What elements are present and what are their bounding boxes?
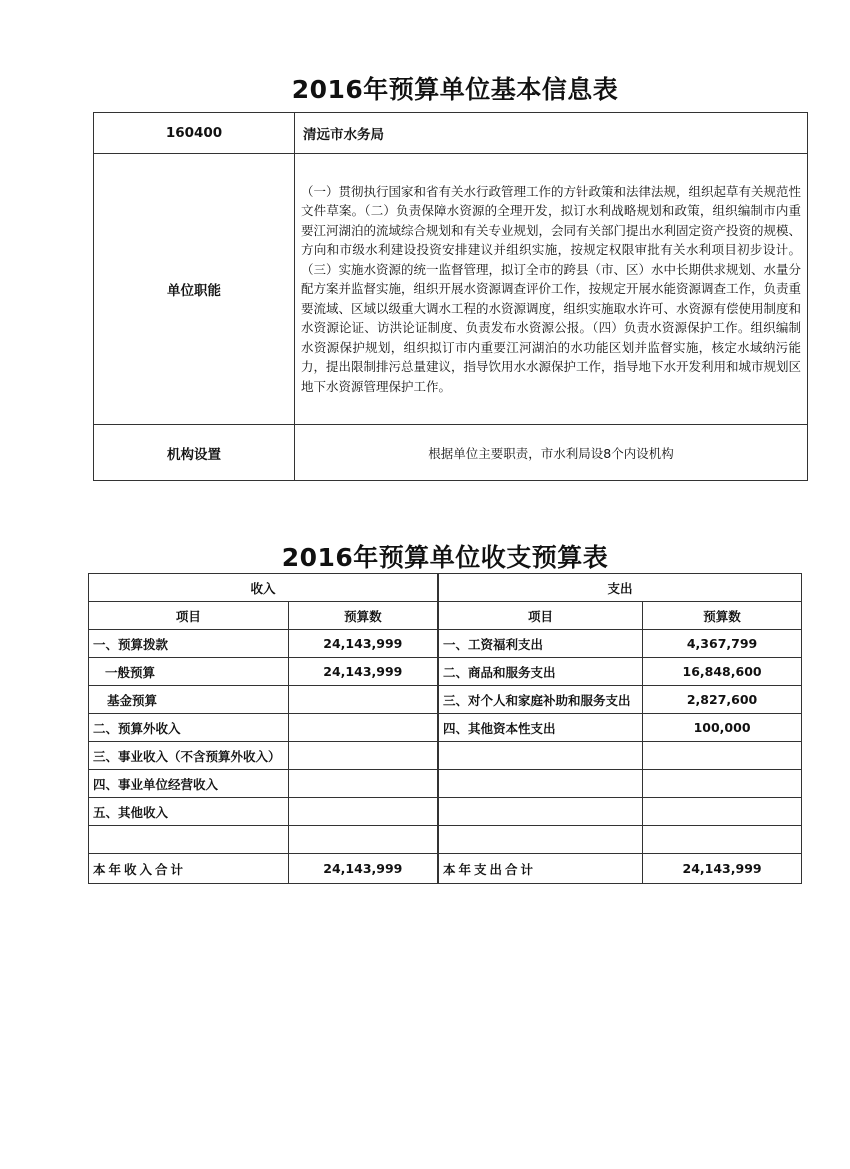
income-item: 一、预算拨款	[89, 630, 289, 658]
table-row	[89, 742, 802, 770]
income-amount-col: 预算数	[288, 602, 438, 630]
income-item: 基金预算	[89, 686, 289, 714]
income-amount: 24,143,999	[288, 658, 438, 686]
expense-item	[438, 826, 643, 854]
income-header: 收入	[89, 574, 439, 602]
table-row	[89, 826, 802, 854]
expense-item: 一、工资福利支出	[438, 630, 643, 658]
expense-header: 支出	[438, 574, 802, 602]
income-amount: 24,143,999	[288, 630, 438, 658]
income-amount	[288, 742, 438, 770]
expense-amount	[643, 798, 802, 826]
expense-item	[438, 770, 643, 798]
expense-amount	[643, 770, 802, 798]
expense-amount-col: 预算数	[643, 602, 802, 630]
table-row	[89, 630, 802, 658]
budget-table	[88, 573, 802, 884]
income-item: 二、预算外收入	[89, 714, 289, 742]
income-item: 一般预算	[89, 658, 289, 686]
table-row	[89, 714, 802, 742]
expense-item: 三、对个人和家庭补助和服务支出	[438, 686, 643, 714]
expense-item	[438, 798, 643, 826]
expense-amount: 100,000	[643, 714, 802, 742]
table-row	[89, 798, 802, 826]
duties-text: （一）贯彻执行国家和省有关水行政管理工作的方针政策和法律法规，组织起草有关规范性文件草案。（二）负责保障水资源的全理开发，拟订水利战略规划和政策，组织编制市内重要江河湖泊的流域综合规划和有关专业规划，会同有关部门提出水利固定资产投资的规模、方向和市级水利建设投资安排建议并组织实施，按规定权限审批有关水利项目初步设计。（三）实施水资源的统一监督管理，拟订全市的跨县（市、区）水中长期供求规划、水量分配方案并监督实施，组织开展水资源调查评价工作，按规定开展水能资源调查工作，负责重要流域、区域以级重大调水工程的水资源调度，组织实施取水许可、水资源有偿使用制度和水资源论证、访洪论证制度、负责发布水资源公报。（四）负责水资源保护工作。组织编制水资源保护规划，组织拟订市内重要江河湖泊的水功能区划并监督实施，核定水域纳污能力，提出限制排污总量建议，指导饮用水水源保护工作，指导地下水开发利用和城市规划区地下水资源管理保护工作。	[295, 154, 808, 425]
income-amount	[288, 798, 438, 826]
expense-item	[438, 742, 643, 770]
income-amount	[288, 714, 438, 742]
income-total: 24,143,999	[288, 854, 438, 884]
expense-total-label: 本年支出合计	[438, 854, 643, 884]
expense-item: 四、其他资本性支出	[438, 714, 643, 742]
basic-info-table	[93, 112, 808, 481]
income-item-col: 项目	[89, 602, 289, 630]
unit-name: 清远市水务局	[295, 113, 808, 154]
income-amount	[288, 826, 438, 854]
total-row	[89, 854, 802, 884]
duties-label: 单位职能	[94, 154, 295, 425]
table-row	[89, 658, 802, 686]
expense-amount: 2,827,600	[643, 686, 802, 714]
income-item: 五、其他收入	[89, 798, 289, 826]
expense-item-col: 项目	[438, 602, 643, 630]
expense-amount	[643, 826, 802, 854]
info-table-title: 2016年预算单位基本信息表	[291, 75, 619, 104]
income-item: 四、事业单位经营收入	[89, 770, 289, 798]
expense-amount: 4,367,799	[643, 630, 802, 658]
income-amount	[288, 770, 438, 798]
income-item: 三、事业收入（不含预算外收入）	[89, 742, 289, 770]
expense-item: 二、商品和服务支出	[438, 658, 643, 686]
budget-table-title: 2016年预算单位收支预算表	[281, 543, 609, 572]
expense-amount	[643, 742, 802, 770]
income-item	[89, 826, 289, 854]
unit-code: 160400	[94, 113, 295, 154]
table-row	[89, 770, 802, 798]
expense-total: 24,143,999	[643, 854, 802, 884]
org-label: 机构设置	[94, 425, 295, 481]
table-row	[89, 686, 802, 714]
expense-amount: 16,848,600	[643, 658, 802, 686]
org-text: 根据单位主要职责，市水利局设8个内设机构	[295, 425, 808, 481]
income-amount	[288, 686, 438, 714]
income-total-label: 本年收入合计	[89, 854, 289, 884]
